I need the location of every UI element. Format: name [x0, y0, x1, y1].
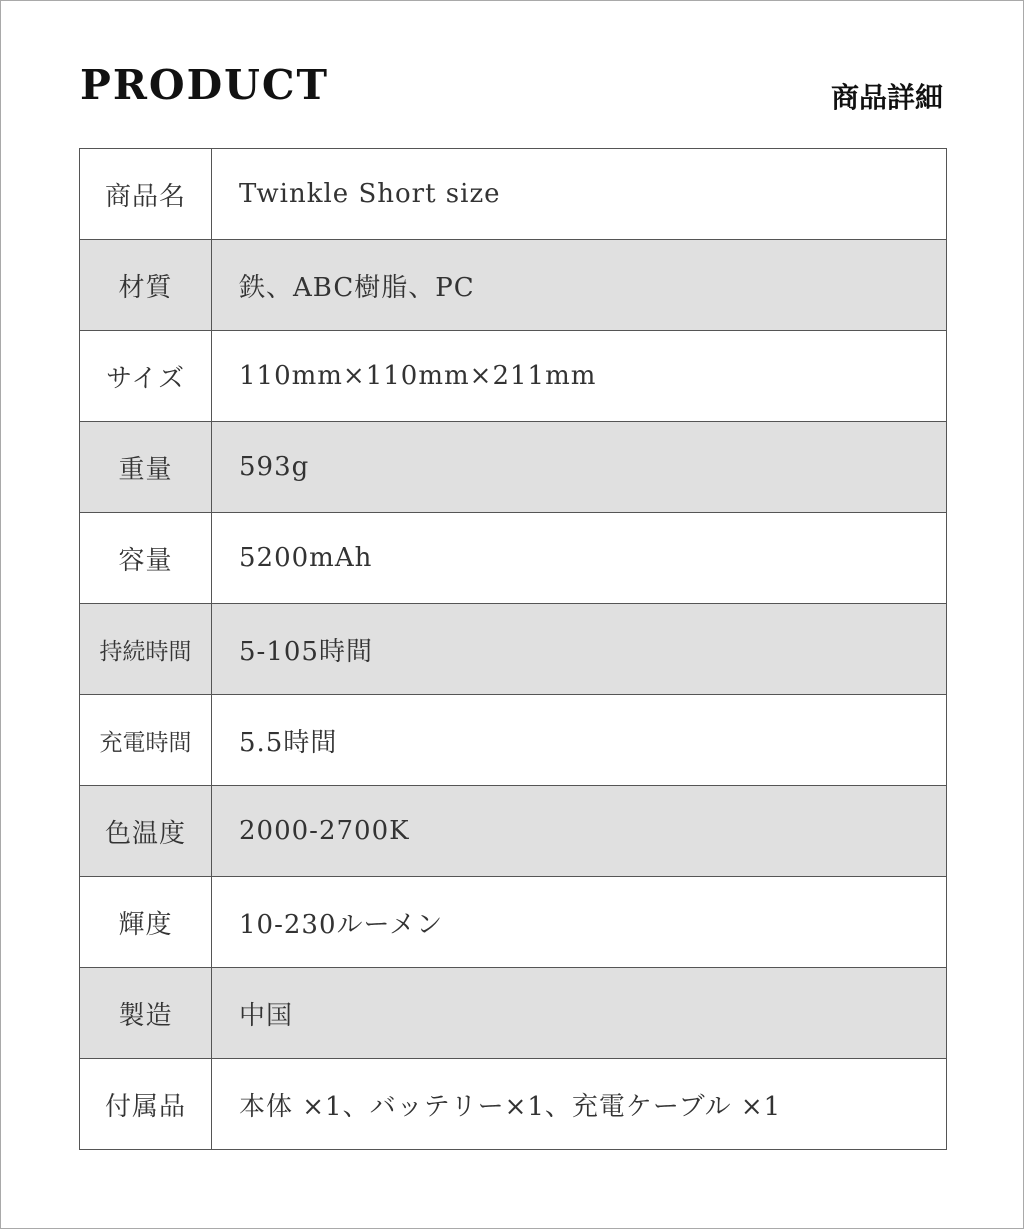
spec-label: 重量 — [80, 422, 212, 513]
spec-row-color-temperature — [80, 786, 947, 877]
spec-value: 5-105時間 — [212, 604, 947, 695]
spec-value: 593g — [212, 422, 947, 513]
spec-row-product-name — [80, 149, 947, 240]
spec-table — [79, 148, 947, 1150]
spec-row-manufacture — [80, 968, 947, 1059]
spec-value: 中国 — [212, 968, 947, 1059]
spec-row-accessories — [80, 1059, 947, 1150]
spec-label: 付属品 — [80, 1059, 212, 1150]
spec-value: 5200mAh — [212, 513, 947, 604]
spec-label: 持続時間 — [80, 604, 212, 695]
spec-label: 材質 — [80, 240, 212, 331]
spec-row-material — [80, 240, 947, 331]
spec-row-charge-time — [80, 695, 947, 786]
spec-row-duration — [80, 604, 947, 695]
spec-value: 本体 ×1、バッテリー×1、充電ケーブル ×1 — [212, 1059, 947, 1150]
spec-value: 10-230ルーメン — [212, 877, 947, 968]
spec-label: 色温度 — [80, 786, 212, 877]
spec-label: 輝度 — [80, 877, 212, 968]
spec-value: 110mm×110mm×211mm — [212, 331, 947, 422]
spec-label: サイズ — [80, 331, 212, 422]
page-title: PRODUCT — [80, 61, 330, 109]
spec-row-capacity — [80, 513, 947, 604]
spec-label: 容量 — [80, 513, 212, 604]
spec-value: 2000-2700K — [212, 786, 947, 877]
spec-label: 製造 — [80, 968, 212, 1059]
spec-value: Twinkle Short size — [212, 149, 947, 240]
spec-row-size — [80, 331, 947, 422]
spec-row-brightness — [80, 877, 947, 968]
spec-value: 5.5時間 — [212, 695, 947, 786]
page-subtitle: 商品詳細 — [830, 81, 943, 114]
spec-value: 鉄、ABC樹脂、PC — [212, 240, 947, 331]
spec-label: 充電時間 — [80, 695, 212, 786]
spec-row-weight — [80, 422, 947, 513]
spec-label: 商品名 — [80, 149, 212, 240]
